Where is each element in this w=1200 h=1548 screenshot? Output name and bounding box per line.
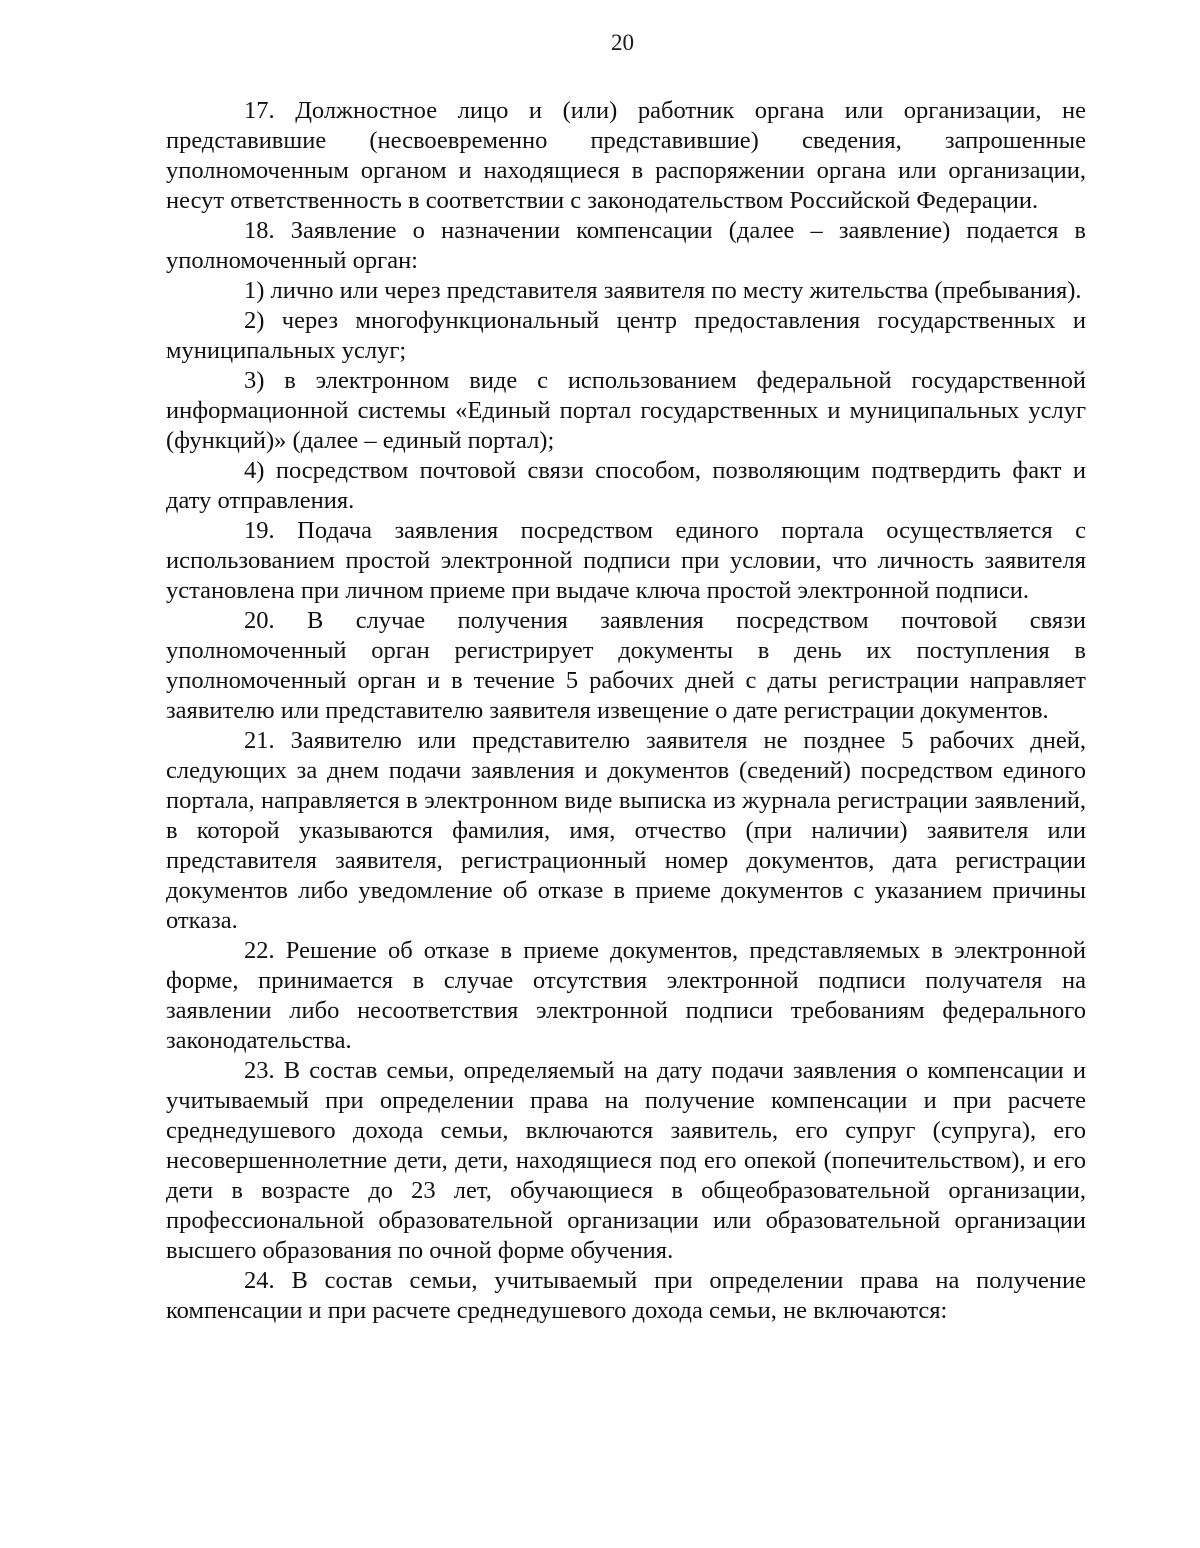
paragraph-22: 22. Решение об отказе в приеме документов, представляемых в электронной форме, принимается в случае отсутствия электронной подписи получателя на заявлении либо несоответствия электронной подписи требованиям федерального законодательства.: [166, 937, 1086, 1054]
paragraph-20: 20. В случае получения заявления посредством почтовой связи уполномоченный орган регистрирует документы в день их поступления в уполномоченный орган и в течение 5 рабочих дней с даты регистрации направляет заявителю или представителю заявителя извещение о дате регистрации документов.: [166, 607, 1086, 724]
paragraph-24: 24. В состав семьи, учитываемый при определении права на получение компенсации и при расчете среднедушевого дохода семьи, не включаются:: [166, 1267, 1086, 1324]
list-item-2: 2) через многофункциональный центр предоставления государственных и муниципальных услуг;: [166, 307, 1086, 364]
paragraph-19: 19. Подача заявления посредством единого портала осуществляется с использованием простой электронной подписи при условии, что личность заявителя установлена при личном приеме при выдаче ключа простой электронной подписи.: [166, 517, 1086, 604]
list-item-4: 4) посредством почтовой связи способом, позволяющим подтвердить факт и дату отправления.: [166, 457, 1086, 514]
list-item-1: 1) лично или через представителя заявителя по месту жительства (пребывания).: [244, 277, 1082, 304]
list-item-3: 3) в электронном виде с использованием федеральной государственной информационной системы «Единый портал государственных и муниципальных услуг (функций)» (далее – единый портал);: [166, 367, 1086, 454]
paragraph-21: 21. Заявителю или представителю заявителя не позднее 5 рабочих дней, следующих за днем подачи заявления и документов (сведений) посредством единого портала, направляется в электронном виде выписка из журнала регистрации заявлений, в которой указываются фамилия, имя, отчество (при наличии) заявителя или представителя заявителя, регистрационный номер документов, дата регистрации документов либо уведомление об отказе в приеме документов с указанием причины отказа.: [166, 727, 1086, 934]
page-number: 20: [611, 30, 634, 55]
paragraph-17: 17. Должностное лицо и (или) работник органа или организации, не представившие (несвоевременно представившие) сведения, запрошенные уполномоченным органом и находящиеся в распоряжении органа или организации, несут ответственность в соответствии с законодательством Российской Федерации.: [166, 97, 1086, 214]
paragraph-18: 18. Заявление о назначении компенсации (далее – заявление) подается в уполномоченный орган:: [166, 217, 1086, 274]
document-body: [166, 96, 1086, 1326]
paragraph-23: 23. В состав семьи, определяемый на дату подачи заявления о компенсации и учитываемый при определении права на получение компенсации и при расчете среднедушевого дохода семьи, включаются заявитель, его супруг (супруга), его несовершеннолетние дети, дети, находящиеся под его опекой (попечительством), и его дети в возрасте до 23 лет, обучающиеся в общеобразовательной организации, профессиональной образовательной организации или образовательной организации высшего образования по очной форме обучения.: [166, 1057, 1086, 1264]
